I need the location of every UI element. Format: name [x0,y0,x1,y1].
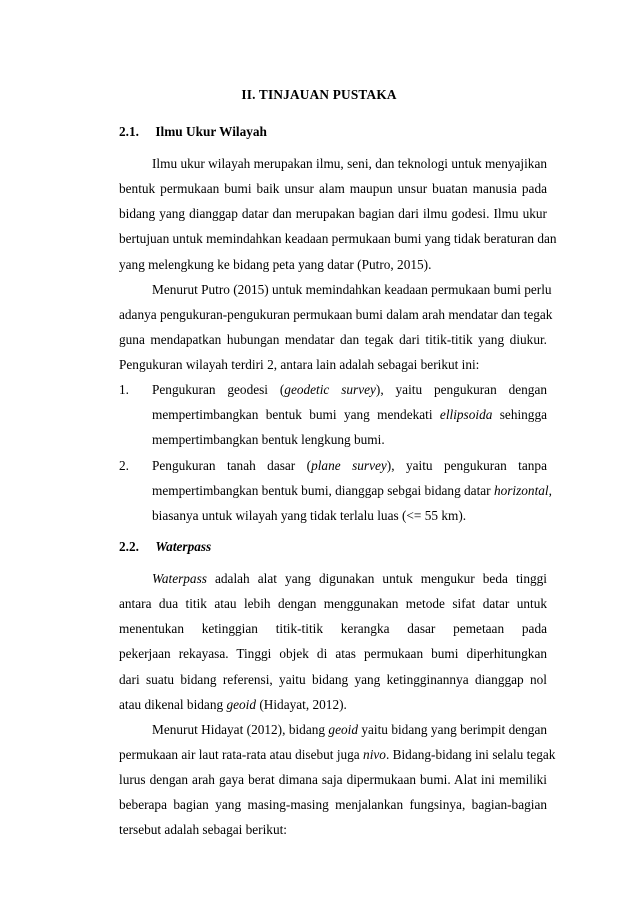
list-item-line: Pengukuran geodesi (geodetic survey), yaitu pengukuran dengan [152,382,547,397]
paragraph-line: adanya pengukuran-pengukuran permukaan bumi dalam arah mendatar dan tegak [119,307,553,322]
paragraph-line: Menurut Hidayat (2012), bidang geoid yaitu bidang yang berimpit dengan [152,722,547,737]
list-number: 2. [119,458,129,473]
paragraph-line: Ilmu ukur wilayah merupakan ilmu, seni, dan teknologi untuk menyajikan [152,156,547,171]
paragraph-line: menentukan ketinggian titik-titik kerangka dasar pemetaan pada [119,621,547,636]
paragraph-line: Waterpass adalah alat yang digunakan untuk mengukur beda tinggi [152,571,547,586]
paragraph-line: yang melengkung ke bidang peta yang datar (Putro, 2015). [119,257,432,272]
list-item-line: mempertimbangkan bentuk bumi, dianggap sebgai bidang datar horizontal, [152,483,552,498]
section-title: Ilmu Ukur Wilayah [155,124,267,139]
section-number: 2.1. [119,124,139,139]
paragraph-line: bidang yang dianggap datar dan merupakan bagian dari ilmu godesi. Ilmu ukur [119,206,547,221]
list-item-line: biasanya untuk wilayah yang tidak terlalu luas (<= 55 km). [152,508,467,523]
paragraph-line: Menurut Putro (2015) untuk memindahkan keadaan permukaan bumi perlu [152,282,552,297]
list-item-line: mempertimbangkan bentuk lengkung bumi. [152,432,385,447]
paragraph-line: dari suatu bidang referensi, yaitu bidang yang ketingginannya dianggap nol [119,672,547,687]
paragraph-line: beberapa bagian yang masing-masing menjalankan fungsinya, bagian-bagian [119,797,547,812]
paragraph-line: bentuk permukaan bumi baik unsur alam maupun unsur buatan manusia pada [119,181,547,196]
section-heading-2-1 [119,124,267,140]
paragraph-line: Pengukuran wilayah terdiri 2, antara lain adalah sebagai berikut ini: [119,357,480,372]
paragraph-line: tersebut adalah sebagai berikut: [119,822,287,837]
section-heading-2-2 [119,539,211,555]
section-title: Waterpass [155,539,212,554]
paragraph-line: bertujuan untuk memindahkan keadaan permukaan bumi yang tidak beraturan dan [119,231,557,246]
chapter-title: II. TINJAUAN PUSTAKA [241,87,397,102]
paragraph-line: atau dikenal bidang geoid (Hidayat, 2012). [119,697,347,712]
list-item-line: Pengukuran tanah dasar (plane survey), yaitu pengukuran tanpa [152,458,547,473]
paragraph-line: antara dua titik atau lebih dengan menggunakan metode sifat datar untuk [119,596,547,611]
section-number: 2.2. [119,539,139,554]
paragraph-line: guna mendapatkan hubungan mendatar dan tegak dari titik-titik yang diukur. [119,332,547,347]
paragraph-line: permukaan air laut rata-rata atau disebut juga nivo. Bidang-bidang ini selalu tegak [119,747,556,762]
paragraph-line: pekerjaan rekayasa. Tinggi objek di atas permukaan bumi diperhitungkan [119,646,547,661]
list-item-line: mempertimbangkan bentuk bumi yang mendekati ellipsoida sehingga [152,407,548,422]
paragraph-line: lurus dengan arah gaya berat dimana saja dipermukaan bumi. Alat ini memiliki [119,772,547,787]
list-number: 1. [119,382,129,397]
